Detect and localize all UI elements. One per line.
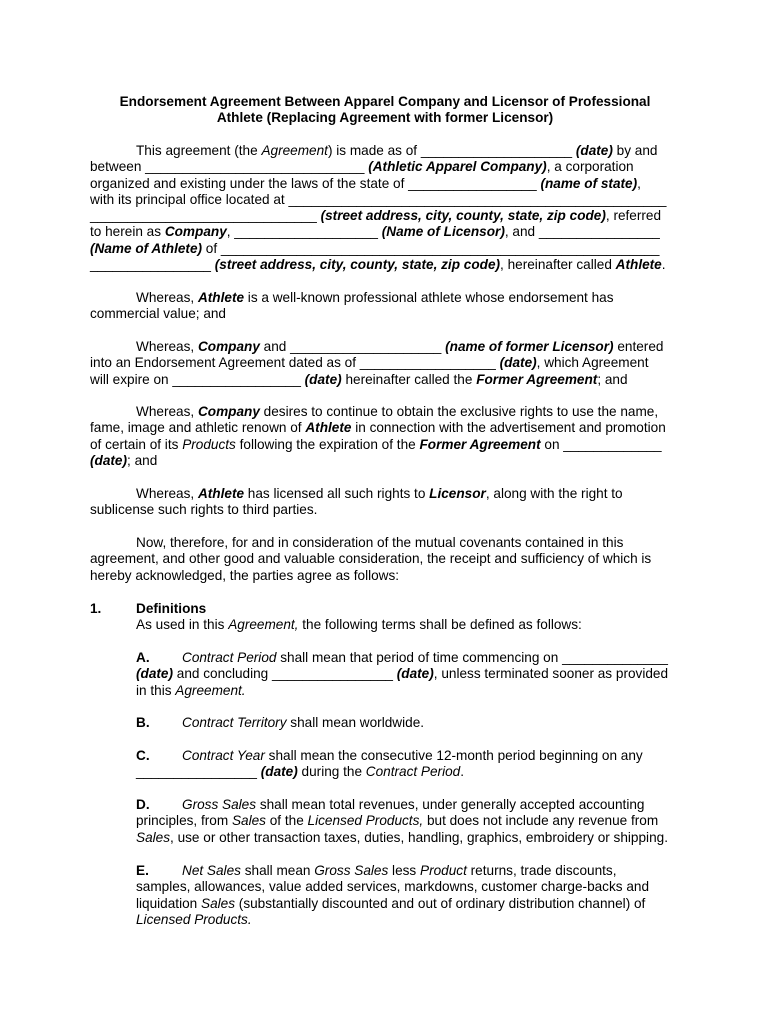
text: (date)	[304, 371, 342, 387]
text: , a corporation	[546, 159, 634, 175]
text: Whereas,	[136, 290, 198, 305]
text: (street address, city, county, state, zip code)	[214, 257, 501, 273]
text: shall mean	[240, 863, 315, 878]
text: in this	[136, 682, 176, 698]
text: commercial value; and	[90, 306, 226, 322]
text: shall mean the consecutive 12-month period beginning on any	[264, 748, 643, 763]
text: , hereinafter called	[500, 257, 616, 273]
text: on _____________	[540, 436, 662, 452]
text: but does not include any revenue from	[423, 813, 659, 829]
text: by and	[612, 143, 658, 158]
text: As used in this	[136, 617, 229, 632]
text: Net Sales	[182, 863, 241, 878]
text: and concluding ________________	[173, 666, 397, 682]
section-intro	[136, 617, 680, 633]
text: Licensed Products,	[307, 813, 424, 829]
text: (substantially discounted and out of ordinary distribution channel) of	[235, 895, 646, 911]
text: hereinafter called the	[341, 371, 477, 387]
text: Agreement.	[175, 682, 246, 698]
whereas-paragraph-4	[90, 486, 680, 519]
text: Products	[182, 436, 236, 452]
text: Company	[164, 224, 227, 240]
text: Athlete	[197, 290, 245, 305]
text: into an Endorsement Agreement dated as of __________________	[90, 355, 500, 371]
section-number: 1.	[90, 601, 102, 616]
text: (date)	[90, 452, 128, 468]
text: (date)	[260, 764, 298, 780]
definition-label: D.	[136, 797, 150, 812]
text: , unless terminated sooner as provided	[433, 666, 669, 682]
text: , referred	[605, 208, 662, 224]
text: Athlete	[615, 257, 662, 273]
text: Whereas,	[136, 339, 198, 354]
text: Sales	[231, 813, 266, 829]
text: Product	[420, 863, 467, 878]
text: and ____________________	[259, 339, 446, 354]
definition-d	[136, 797, 680, 846]
whereas-paragraph-1	[90, 290, 680, 323]
text: ) is made as of ____________________	[327, 143, 576, 158]
text: the following terms shall be defined as follows:	[298, 617, 582, 632]
text: (street address, city, county, state, zip code)	[320, 208, 606, 224]
text: Contract Period	[182, 650, 277, 665]
text: is a well-known professional athlete whose endorsement has	[244, 290, 614, 305]
text: Contract Territory	[182, 715, 287, 730]
text: has licensed all such rights to	[244, 486, 430, 501]
text: organized and existing under the laws of the state of _________________	[90, 175, 541, 191]
text: shall mean total revenues, under generally accepted accounting	[256, 797, 645, 812]
text: Whereas,	[136, 486, 198, 501]
text: samples, allowances, value added services, markdowns, customer charge-backs and	[136, 879, 650, 895]
text: (name of former Licensor)	[445, 339, 614, 354]
text: ________________	[90, 257, 215, 273]
text: (date)	[575, 143, 613, 158]
title-line-1: Endorsement Agreement Between Apparel Company and Licensor of Professional	[119, 94, 651, 109]
text: , along with the right to	[485, 486, 623, 501]
text: ______________________________	[90, 208, 321, 224]
text: liquidation	[136, 895, 201, 911]
now-therefore-paragraph	[90, 535, 680, 584]
whereas-paragraph-3	[90, 404, 680, 469]
text: Former Agreement	[419, 436, 541, 452]
text: ,	[637, 175, 641, 191]
text: of certain of its	[90, 436, 183, 452]
definition-label: E.	[136, 863, 149, 878]
text: fame, image and athletic renown of	[90, 420, 306, 436]
document-title	[90, 94, 680, 127]
whereas-paragraph-2	[90, 339, 680, 388]
text: ________________	[136, 764, 261, 780]
text: to herein as	[90, 224, 165, 240]
text: Sales	[201, 895, 236, 911]
text: (Athletic Apparel Company)	[368, 159, 547, 175]
definition-e	[136, 863, 680, 928]
text: Former Agreement	[476, 371, 598, 387]
text: (date)	[499, 355, 537, 371]
text: Agreement	[261, 143, 328, 158]
text: returns, trade discounts,	[466, 863, 617, 878]
text: (date)	[136, 666, 174, 682]
text: (Name of Licensor)	[381, 224, 505, 240]
definition-label: C.	[136, 748, 150, 763]
text: Whereas,	[136, 404, 198, 419]
definition-b	[136, 715, 680, 731]
text: in connection with the advertisement and promotion	[351, 420, 666, 436]
text: Gross Sales	[182, 797, 257, 812]
text: , use or other transaction taxes, duties, handling, graphics, embroidery or shipping.	[170, 829, 668, 845]
text: will expire on _________________	[90, 371, 305, 387]
text: of __________________________________________________________	[202, 240, 660, 256]
title-line-2: Athlete (Replacing Agreement with former Licensor)	[216, 110, 554, 126]
text: .	[460, 764, 465, 780]
text: of the	[265, 813, 308, 829]
text: sublicense such rights to third parties.	[90, 502, 318, 518]
text: desires to continue to obtain the exclusive rights to use the name,	[259, 404, 659, 419]
text: entered	[613, 339, 664, 354]
intro-paragraph	[90, 143, 680, 273]
text: Contract Period	[365, 764, 461, 780]
text: ; and	[597, 371, 628, 387]
text: following the expiration of the	[235, 436, 420, 452]
text: Sales	[136, 829, 171, 845]
text: , which Agreement	[536, 355, 649, 371]
text: Gross Sales	[314, 863, 389, 878]
text: (date)	[396, 666, 434, 682]
text: hereby acknowledged, the parties agree as follows:	[90, 567, 400, 583]
text: less	[388, 863, 421, 878]
text: during the	[297, 764, 366, 780]
definition-label: B.	[136, 715, 150, 730]
text: Agreement,	[228, 617, 299, 632]
text: agreement, and other good and valuable consideration, the receipt and sufficiency of which is	[90, 551, 652, 567]
text: shall mean worldwide.	[286, 715, 425, 730]
section-heading: Definitions	[136, 601, 207, 616]
text: Licensor	[429, 486, 486, 501]
text: ; and	[127, 452, 158, 468]
text: , ___________________	[226, 224, 382, 240]
text: Licensed Products.	[136, 911, 252, 927]
text: Now, therefore, for and in consideration of the mutual covenants contained in this	[136, 535, 624, 550]
definition-label: A.	[136, 650, 150, 665]
text: Athlete	[197, 486, 245, 501]
text: This agreement (the	[136, 143, 262, 158]
text: (Name of Athlete)	[90, 240, 203, 256]
text: , and ________________	[504, 224, 660, 240]
text: with its principal office located at __________________________________________________	[90, 191, 667, 207]
text: Athlete	[305, 420, 352, 436]
text: .	[661, 257, 666, 273]
text: Company	[197, 404, 260, 419]
text: principles, from	[136, 813, 232, 829]
text: (name of state)	[540, 175, 638, 191]
text: Company	[197, 339, 260, 354]
text: between _____________________________	[90, 159, 369, 175]
text: Contract Year	[182, 748, 265, 763]
definition-a	[136, 650, 680, 699]
definition-c	[136, 748, 680, 781]
text: shall mean that period of time commencing on ______________	[276, 650, 668, 665]
